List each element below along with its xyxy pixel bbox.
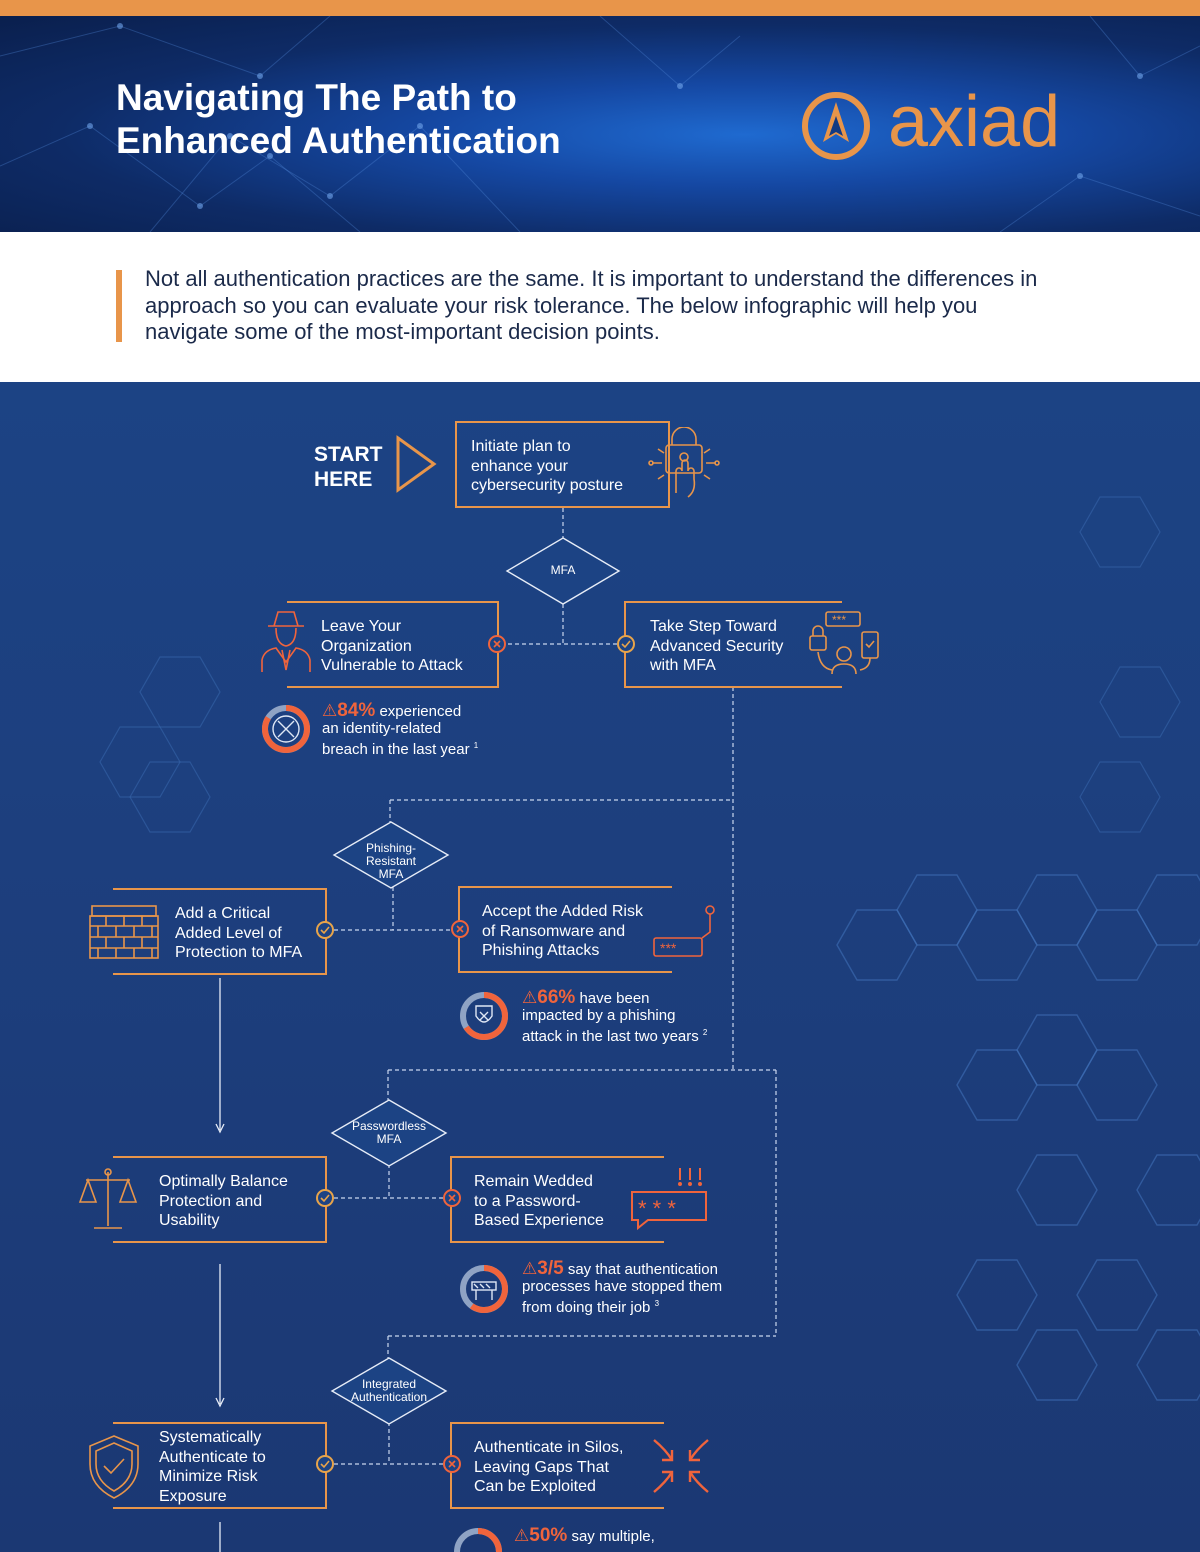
scales-icon [78,1166,138,1234]
stat-84-line1: experienced [375,703,462,720]
decision-mfa: MFA [550,563,576,577]
balance-check-marker [316,1189,334,1207]
brick-wall-icon [88,904,160,960]
hacker-icon [258,604,314,674]
password-devices-icon [808,610,882,676]
silos-box [450,1422,664,1509]
stat-50-line1: say multiple, [567,1528,655,1545]
stat-84-value: 84% [337,700,376,721]
ransomware-risk-box [458,886,672,973]
initiate-plan-box [455,421,670,508]
stat-50-value: 50% [529,1525,568,1546]
stat-50 [514,1527,655,1545]
page-title [116,76,561,162]
stat-66-line3: attack in the last two years [522,1028,699,1045]
decision-phishing-resistant: Phishing- Resistant MFA [365,841,417,881]
stat-84 [322,702,478,758]
stat-ring-fill-4 [478,1531,499,1552]
warning-icon: ⚠ [522,1259,538,1278]
lock-hand-icon [648,427,720,501]
footnote-1: 1 [473,741,479,750]
password-key-icon [650,898,720,962]
balance-text: Optimally Balance Protection and Usability [159,1173,288,1229]
intro-text: Not all authentication practices are the same. It is important to understand the differences in approach so you can evaluate your risk tolerance. The below infographic will help you navigate some of the most-important decision points. [145,266,1038,344]
systematic-check-marker [316,1455,334,1473]
title-line-1: Navigating The Path to [116,77,517,118]
warning-icon: ⚠ [322,701,338,720]
svg-text:***: *** [660,940,677,956]
critical-protection-text: Add a Critical Added Level of Protection to MFA [175,905,303,961]
svg-text:***: *** [832,613,847,627]
footnote-2: 2 [702,1028,708,1037]
initiate-plan-text: Initiate plan to enhance your cybersecurity posture [471,438,624,494]
vulnerable-outcome-box [287,601,499,688]
stat-3-5-value: 3/5 [537,1258,564,1279]
stat-84-line2: an identity-related [322,720,442,737]
critical-check-marker [316,921,334,939]
top-accent-bar [0,0,1200,16]
stat-84-line3: breach in the last year [322,741,470,758]
broken-arrows-icon [648,1434,714,1498]
axiad-logo [800,88,1090,178]
start-here-label: START HERE [314,443,383,491]
svg-text:* * *: * * * [638,1196,676,1221]
stat-3-5-line1: say that authentication [563,1261,718,1278]
warning-icon: ⚠ [514,1526,530,1545]
stat-66-line1: have been [575,990,650,1007]
stat-66 [522,989,707,1045]
shield-check-icon [86,1434,142,1500]
intro-accent-bar [116,270,122,342]
password-alert-icon [626,1166,712,1232]
advanced-check-marker [617,635,635,653]
systematic-auth-text: Systematically Authenticate to Minimize Risk Exposure [159,1429,266,1505]
title-line-2: Enhanced Authentication [116,120,561,161]
decision-integrated-auth: Integrated Authentication [350,1377,428,1404]
intro-section [0,232,1200,382]
decision-passwordless: Passwordless MFA [351,1119,427,1146]
flowchart-section [0,382,1200,1552]
logo-wordmark: axiad [888,88,1061,162]
silos-x-marker [443,1455,461,1473]
stat-66-value: 66% [537,987,576,1008]
header-banner [0,16,1200,232]
ransomware-risk-text: Accept the Added Risk of Ransomware and Phishing Attacks [482,903,643,959]
balance-box [113,1156,327,1243]
password-wedded-text: Remain Wedded to a Password- Based Experience [474,1173,604,1229]
warning-icon: ⚠ [522,988,538,1007]
password-x-marker [443,1189,461,1207]
stat-3-5-line3: from doing their job [522,1299,651,1316]
silos-text: Authenticate in Silos, Leaving Gaps That Can be Exploited [474,1439,624,1495]
stat-3-5-line2: processes have stopped them [522,1278,723,1295]
advanced-security-text: Take Step Toward Advanced Security with MFA [650,618,784,674]
vulnerable-x-marker [488,635,506,653]
stat-3-5 [522,1260,722,1316]
systematic-auth-box [113,1422,327,1509]
stat-ring-fill-3 [472,1268,505,1310]
vulnerable-outcome-text: Leave Your Organization Vulnerable to Attack [321,618,463,674]
footnote-3: 3 [654,1299,660,1308]
stat-66-line2: impacted by a phishing [522,1007,676,1024]
axiad-logo-mark-icon [800,88,1090,178]
ransomware-x-marker [451,920,469,938]
